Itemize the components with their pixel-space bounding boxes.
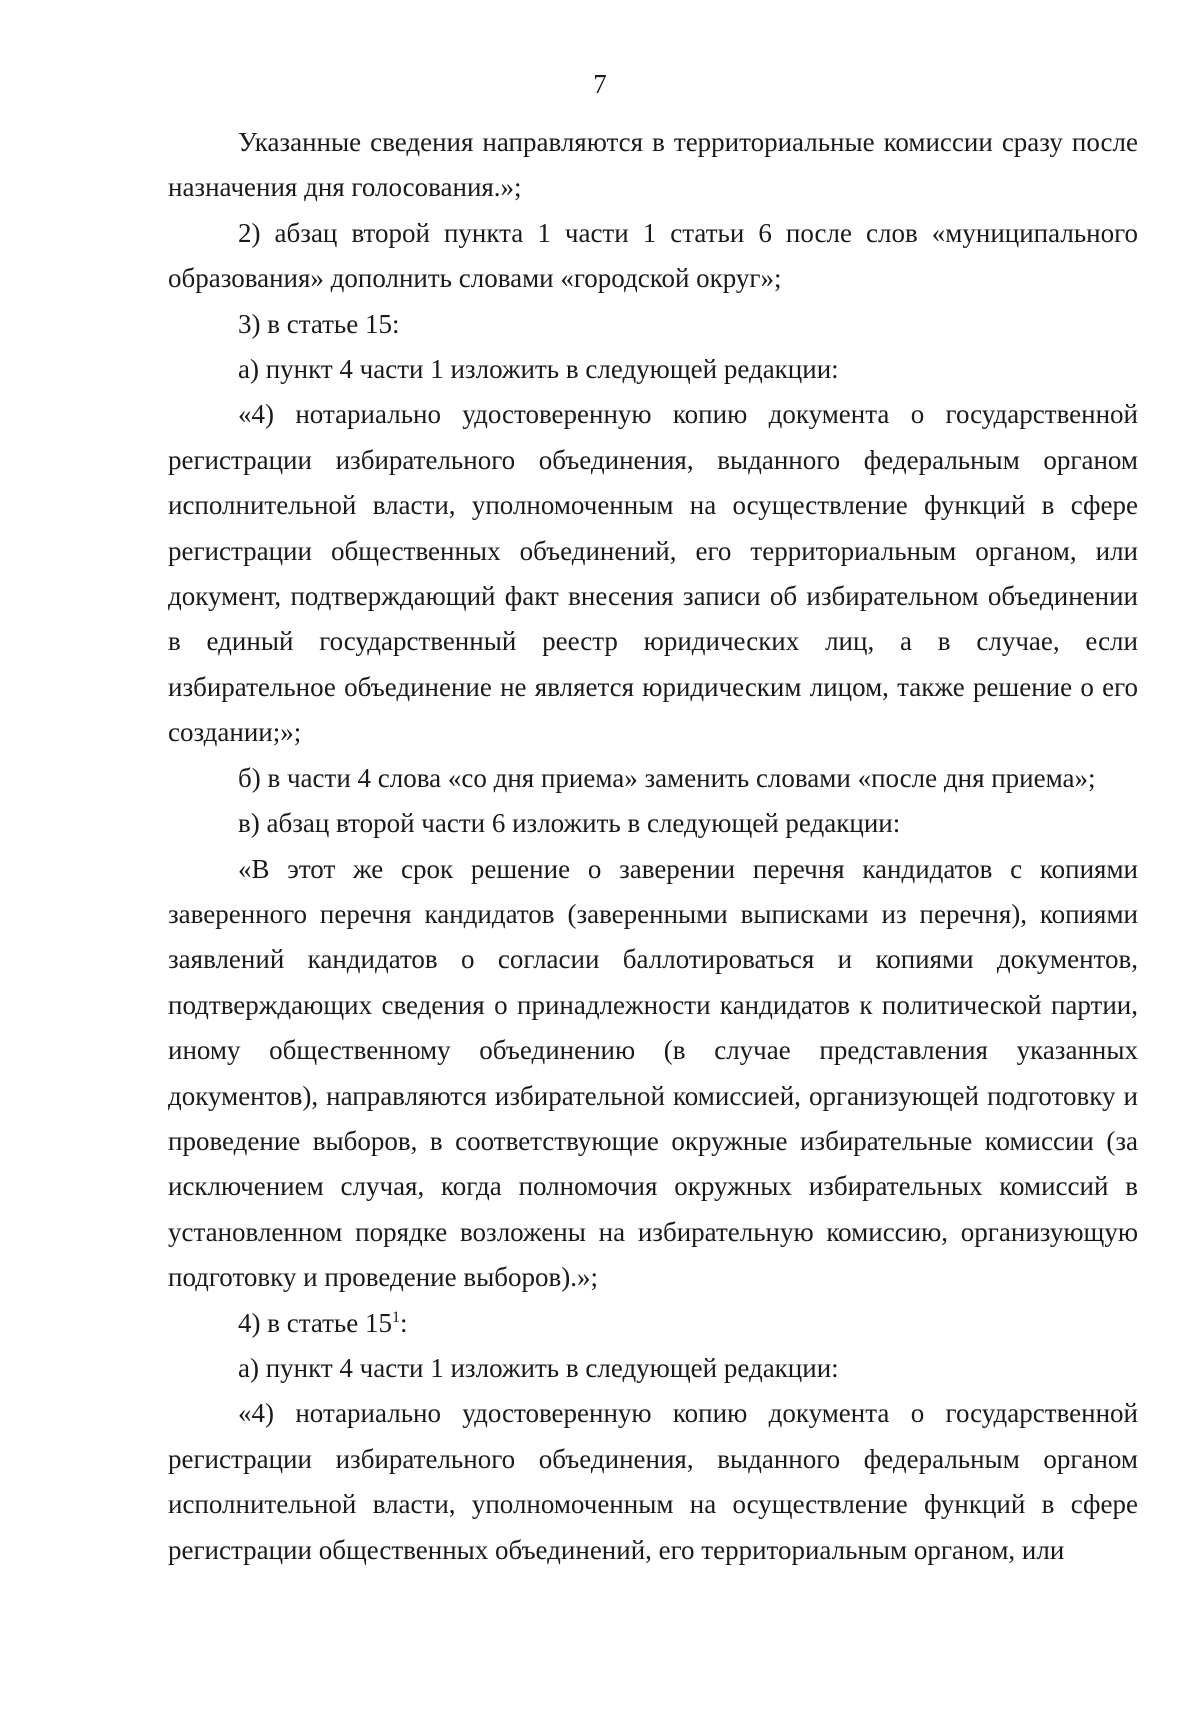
paragraph-item-3v: в) абзац второй части 6 изложить в следующей редакции: — [238, 808, 901, 839]
paragraph-item-4a: а) пункт 4 части 1 изложить в следующей редакции: — [238, 1352, 839, 1383]
paragraph-item-3a-quote: «4) нотариально удостоверенную копию документа о государственной регистрации избирательного объединения, выданного федеральным органом исполнительной власти, уполномоченным на осуществление функций в сфере регистрации общественных объединений, его территориальным органом, или документ, подтверждающий факт внесения записи об избирательном объединении в единый государственный реестр юридических лиц, а в случае, если избирательное объединение не является юридическим лицом, также решение о его создании;»; — [168, 399, 1138, 748]
item4-suffix: : — [399, 1307, 408, 1338]
item4-superscript: 1 — [391, 1308, 400, 1326]
page-number: 7 — [593, 69, 607, 99]
paragraph-item-3v-quote: «В этот же срок решение о заверении перечня кандидатов с копиями заверенного перечня кандидатов (заверенными выписками из перечня), копиями заявлений кандидатов о согласии баллотироваться и копиями документов, подтверждающих сведения о принадлежности кандидатов к политической партии, иному общественному объединению (в случае представления указанных документов), направляются избирательной комиссией, организующей подготовку и проведение выборов, в соответствующие окружные избирательные комиссии (за исключением случая, когда полномочия окружных избирательных комиссий в установленном порядке возложены на избирательную комиссию, организующую подготовку и проведение выборов).»; — [168, 853, 1138, 1293]
paragraph-item-4a-quote: «4) нотариально удостоверенную копию документа о государственной регистрации избирательного объединения, выданного федеральным органом исполнительной власти, уполномоченным на осуществление функций в сфере регистрации общественных объединений, его территориальным органом, или — [168, 1398, 1138, 1565]
paragraph-item-3a: а) пункт 4 части 1 изложить в следующей редакции: — [238, 354, 839, 385]
document-body — [168, 120, 1138, 1573]
paragraph-item-3b: б) в части 4 слова «со дня приема» заменить словами «после дня приема»; — [238, 762, 1096, 793]
paragraph-item-3-heading: 3) в статье 15: — [238, 308, 400, 339]
paragraph-notice-sent: Указанные сведения направляются в территориальные комиссии сразу после назначения дня голосования.»; — [168, 127, 1138, 203]
paragraph-item-2: 2) абзац второй пункта 1 части 1 статьи 6 после слов «муниципального образования» дополнить словами «городской округ»; — [168, 217, 1138, 294]
paragraph-item-4-heading — [168, 1301, 1138, 1346]
item4-prefix: 4) в статье 15 — [238, 1307, 392, 1338]
